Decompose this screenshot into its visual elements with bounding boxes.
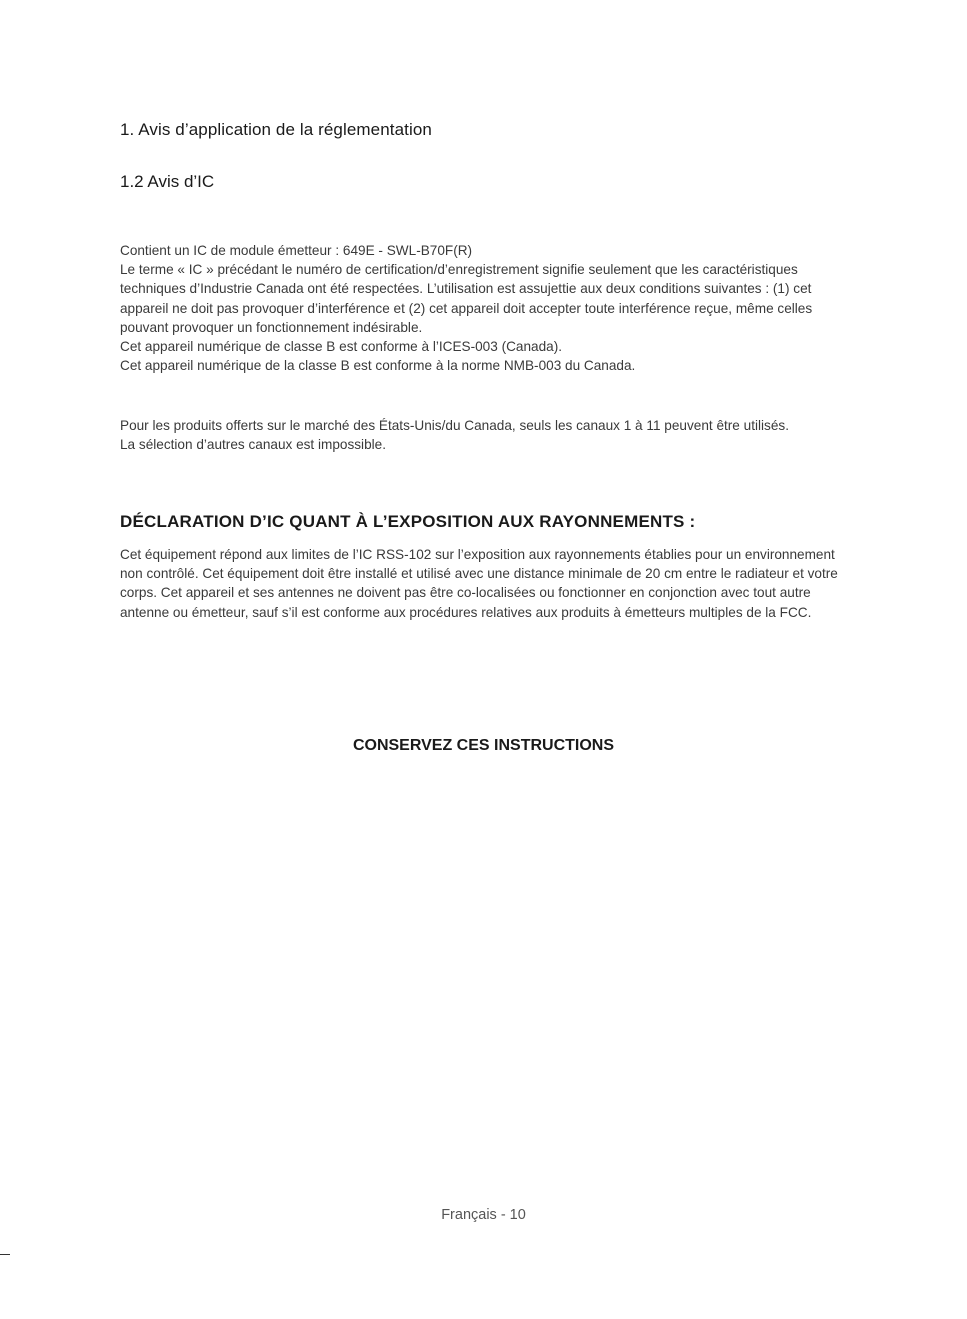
save-instructions-heading: CONSERVEZ CES INSTRUCTIONS [352,737,615,754]
subsection-heading: 1.2 Avis d’IC [120,172,215,191]
nmb-003-line: Cet appareil numérique de la classe B est conforme à la norme NMB-003 du Canada. [120,358,636,374]
module-ic-line: Contient un IC de module émetteur : 649E - SWL-B70F(R) [120,243,473,258]
ic-term-paragraph: Le terme « IC » précédant le numéro de certification/d’enregistrement signifie seulement que les caractéristiques techniques d’Industrie Canada ont été respectées. L’utilisation est assujettie aux deux conditions suivantes : (1) cet appareil ne doit pas provoquer d’interférence et (2) cet appareil doit accepter toute interférence reçue, même celles pouvant provoquer un fonctionnement indésirable. [120,262,813,335]
radiation-declaration-title: DÉCLARATION D’IC QUANT À L’EXPOSITION AUX RAYONNEMENTS : [120,512,696,531]
ic-notice-block [120,241,850,375]
channels-paragraph: Pour les produits offerts sur le marché des États-Unis/du Canada, seuls les canaux 1 à 11 peuvent être utilisés. [120,418,789,433]
section-heading: 1. Avis d’application de la réglementation [120,120,432,139]
radiation-declaration-block [120,545,850,622]
page-footer: Français - 10 [441,1207,526,1223]
ices-003-line: Cet appareil numérique de classe B est conforme à l’ICES-003 (Canada). [120,339,563,355]
page-edge-mark [0,1254,10,1255]
channels-restriction-line: La sélection d’autres canaux est impossible. [120,437,386,453]
radiation-declaration-text: Cet équipement répond aux limites de l’IC RSS-102 sur l’exposition aux rayonnements établies pour un environnement non contrôlé. Cet équipement doit être installé et utilisé avec une distance minimale de 20 cm entre le radiateur et votre corps. Cet appareil et ses antennes ne doivent pas être co-localisées ou fonctionner en conjonction avec tout autre antenne ou émetteur, sauf s’il est conforme aux procédures relatives aux produits à émetteurs multiples de la FCC. [120,547,838,620]
channels-block [120,416,850,454]
